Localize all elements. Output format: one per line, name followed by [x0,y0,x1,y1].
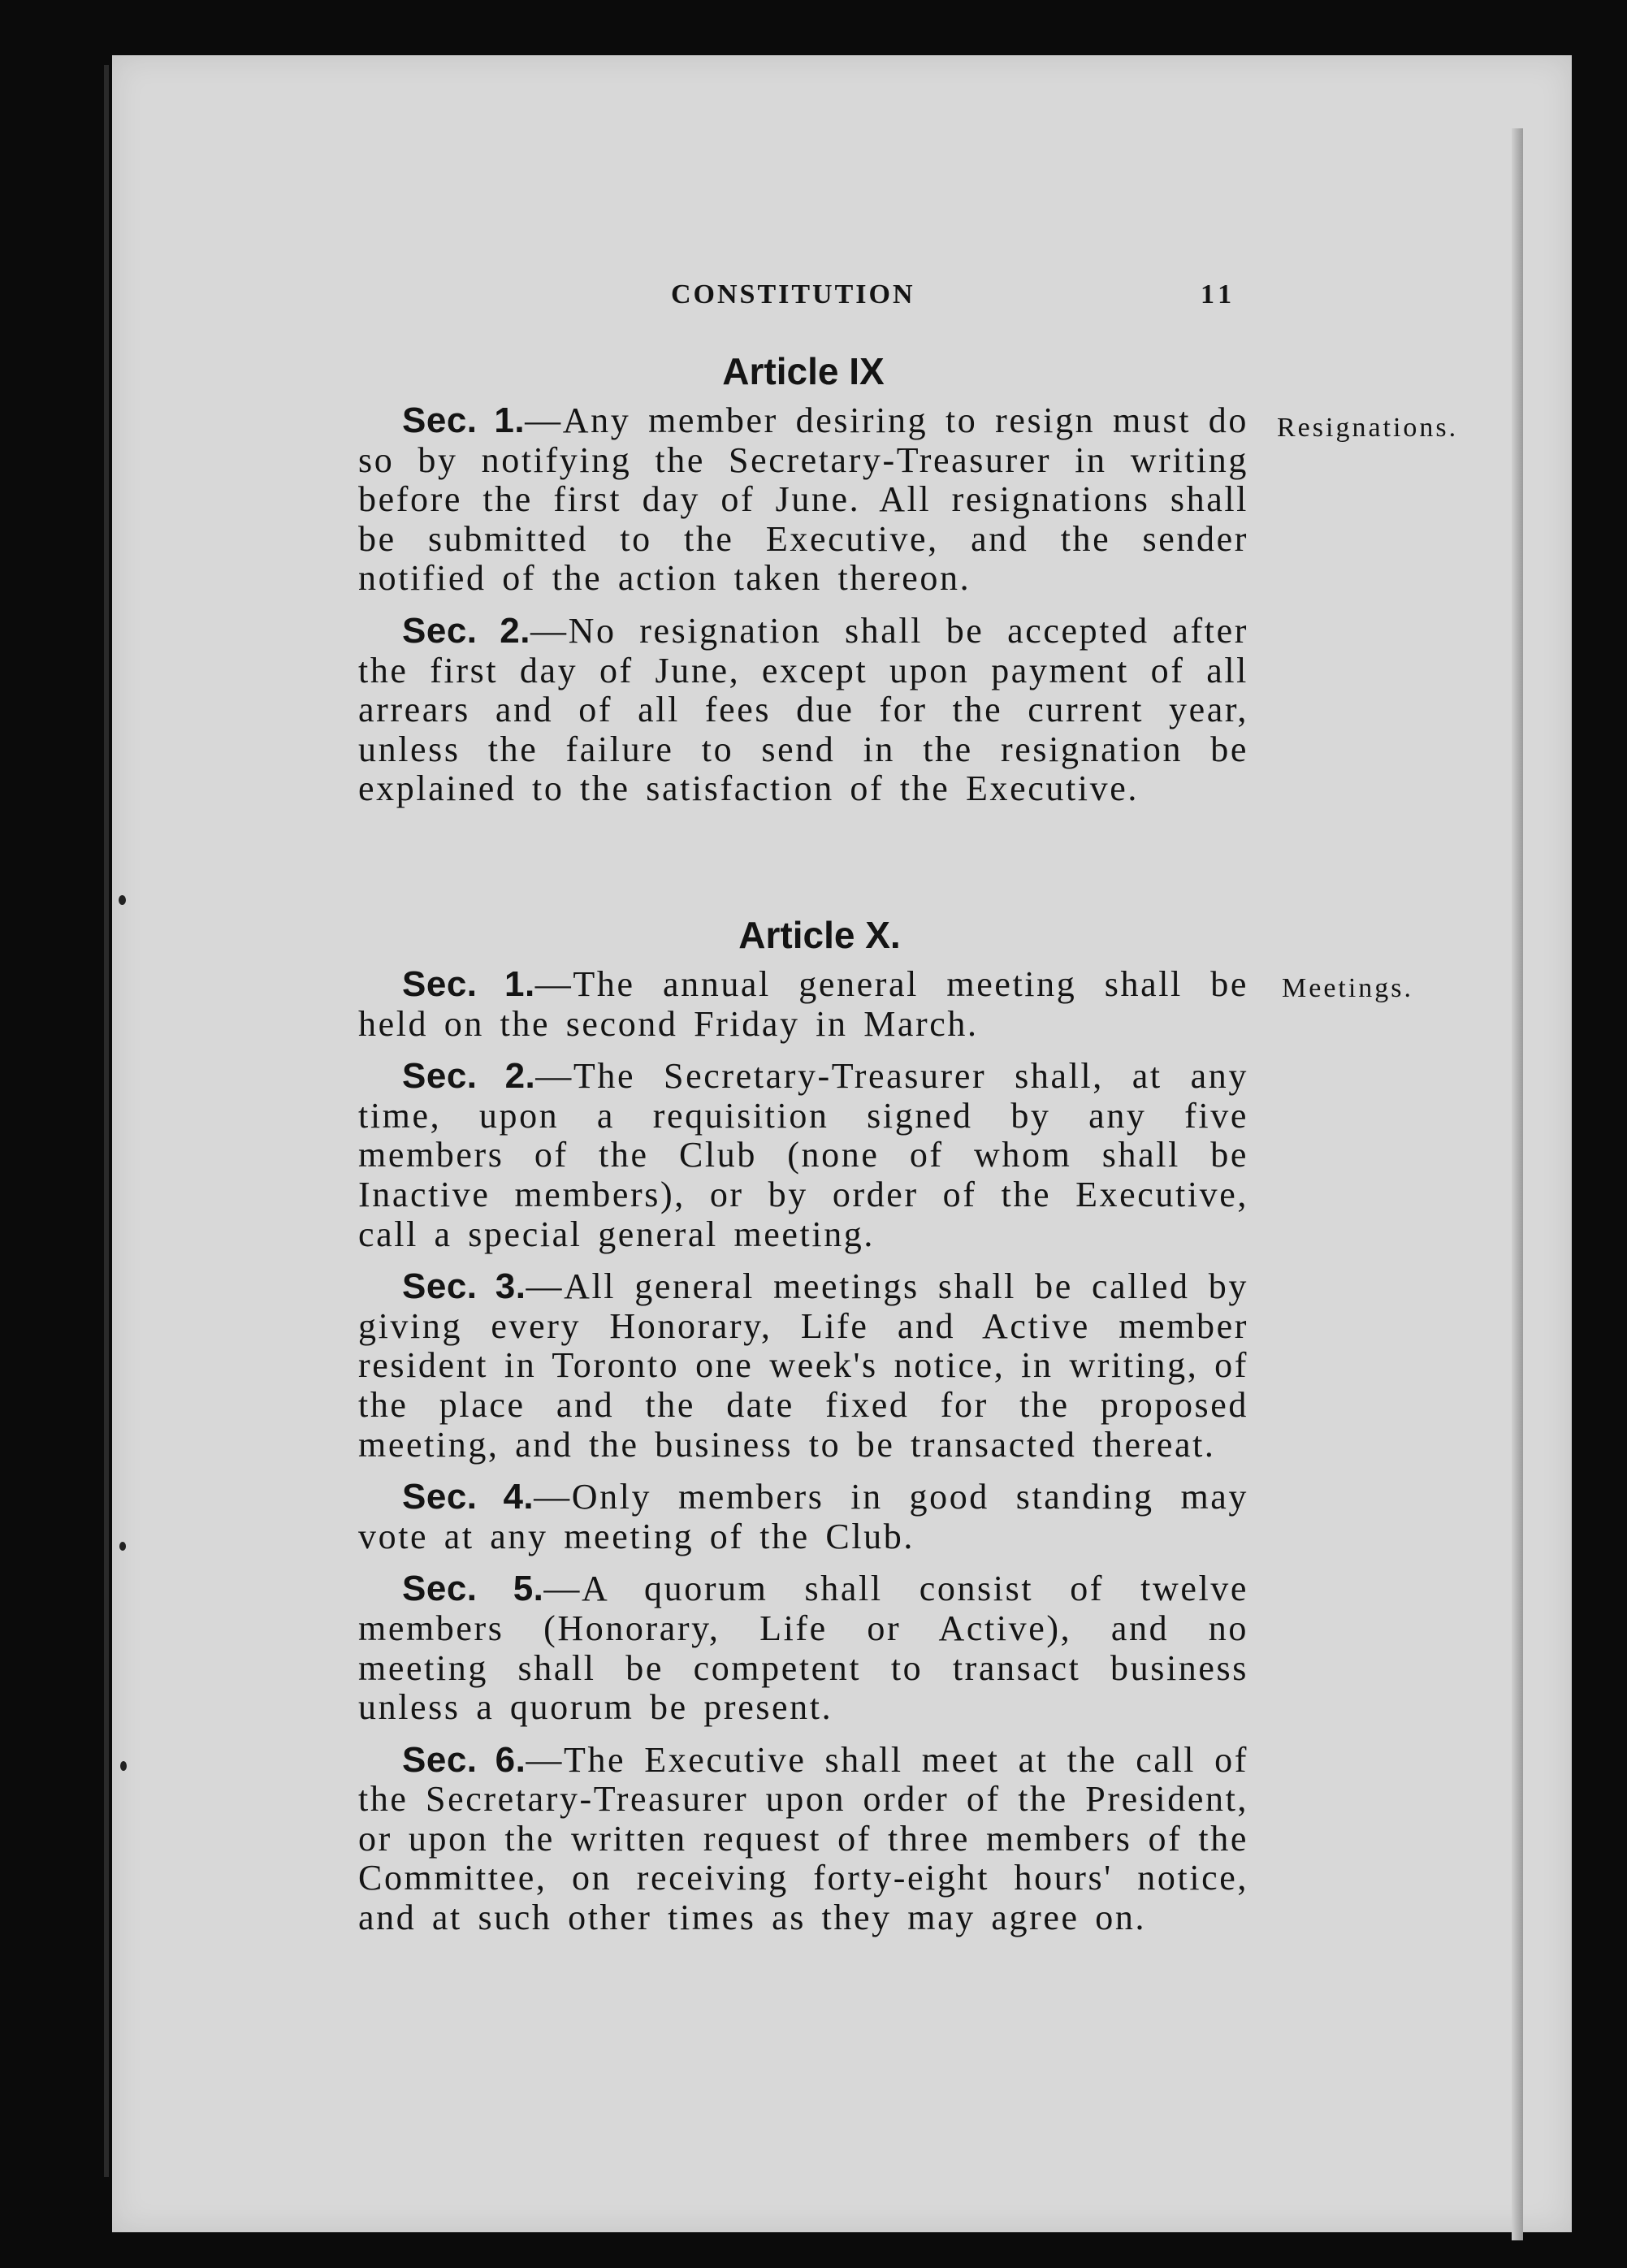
article-x-sec-3 [358,1267,1248,1465]
section-label: Sec. 1. [402,964,535,1004]
page-number: 11 [1201,279,1237,309]
section-label: Sec. 5. [402,1569,544,1609]
section-text: —The Executive shall meet at the call of the Secretary-Treasurer upon order of the President, or upon the written request of three members of the Committee, on receiving forty-eight hours' notice, and at such other times as they may agree on. [358,1739,1248,1938]
scan-speck [119,895,126,905]
article-x [358,913,1248,1938]
section-text: —The Secretary-Treasurer shall, at any time, upon a requisition signed by any five members of the Club (none of whom shall be Inactive members), or by order of the Executive, call a special general meeting. [358,1056,1249,1254]
scan-speck [119,1542,126,1551]
margin-note-meetings: Meetings. [1282,973,1414,1003]
article-x-heading: Article X. [738,914,901,956]
running-head: CONSTITUTION [671,279,915,309]
article-ix-heading: Article IX [722,350,885,392]
binding-edge [104,65,109,2177]
article-ix [358,349,1248,809]
section-label: Sec. 1. [402,400,526,440]
article-ix-sec-1 [358,401,1248,599]
section-label: Sec. 2. [402,610,530,651]
scan-speck [120,1761,127,1771]
section-label: Sec. 2. [402,1056,536,1097]
section-text: —Only members in good standing may vote at any meeting of the Club. [358,1477,1248,1556]
section-label: Sec. 3. [402,1266,526,1307]
section-text: —No resignation shall be accepted after the first day of June, except upon payment of all arrears and of all fees due for the current year, unless the failure to send in the resignation be explained to the satisfaction of the Executive. [358,610,1248,809]
margin-note-resignations: Resignations. [1277,413,1459,443]
section-text: —The annual general meeting shall be held on the second Friday in March. [358,964,1248,1044]
page-fore-edge [1512,128,1523,2240]
section-label: Sec. 4. [402,1477,534,1517]
section-text: —All general meetings shall be called by giving every Honorary, Life and Active member resident in Toronto one week's notice, in writing, of the place and the date fixed for the proposed meeting, and the business to be transacted thereat. [358,1266,1248,1465]
article-x-sec-1 [358,965,1248,1044]
section-text: —A quorum shall consist of twelve members (Honorary, Life or Active), and no meeting shall be competent to transact business unless a quorum be present. [358,1569,1248,1728]
section-label: Sec. 6. [402,1739,526,1780]
article-x-sec-2 [358,1057,1248,1254]
article-x-sec-5 [358,1569,1248,1727]
article-x-sec-4 [358,1478,1248,1556]
section-text: —Any member desiring to resign must do so by notifying the Secretary-Treasurer in writing before the first day of June. All resignations shall be submitted to the Executive, and the sender notified of the action taken thereon. [358,400,1248,599]
article-ix-sec-2 [358,612,1248,809]
article-x-sec-6 [358,1741,1248,1938]
